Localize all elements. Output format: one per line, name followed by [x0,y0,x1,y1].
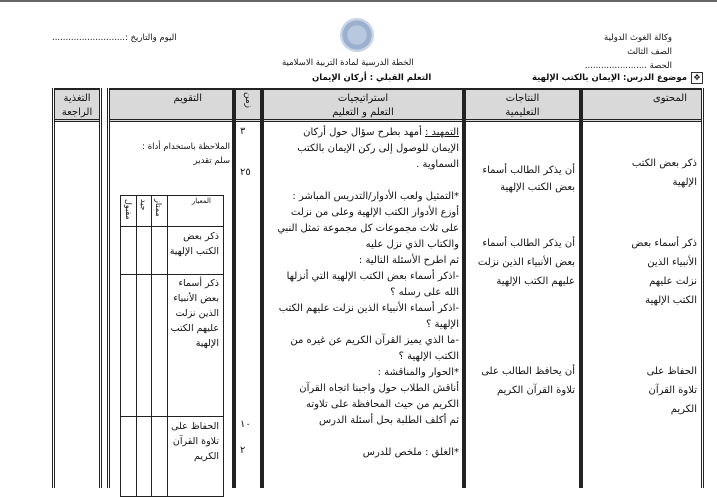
outcomes-header-line: النتاجات [505,93,540,104]
rubric-acceptable: مقبول [124,199,133,220]
feedback-header [55,88,99,122]
assessment-header [110,88,232,122]
rubric-excellent: ممتاز [154,199,163,217]
strategies-header-line: استراتيجيات [337,93,389,104]
strategy-line: *الحوار والمناقشة : [377,367,459,378]
feedback-header-line: الراجعة [61,107,93,118]
strategy-line: الكريم من حيث المحافظة على تلاوته [306,399,459,410]
content-item: ذكر أسماء بعض الأنبياء الذين نزلت عليهم الكتب الإلهية [631,238,697,306]
strategy-line [264,125,459,141]
time-column [233,88,263,488]
content-item: الحفاظ على تلاوة القرآن الكريم [646,366,697,415]
rubric-good: جيد [139,199,148,211]
rating-scale-table [120,195,224,497]
outcomes-header [466,88,579,122]
outcome-item: أن يذكر الطالب أسماء بعض الكتب الإلهية [482,165,575,193]
content-column [580,88,704,488]
content-header-label: المحتوى [652,93,687,104]
lesson-topic: موضوع الدرس: الإيمان بالكتب الإلهية [531,73,687,83]
date-label: اليوم والتاريخ :........................... [52,33,177,43]
assessment-header-label: التقويم [173,93,202,104]
assessment-tool: الملاحظة باستخدام أداة : [142,142,230,152]
strategy-line: الإلهية ؟ [425,319,459,330]
strategy-line: الكتب الإلهية ؟ [398,351,459,362]
period-label: الحصة ....................... [584,61,672,71]
rubric-criterion-item: ذكر أسماء بعض الأنبياء الذين نزلت عليهم الكتب الإلهية [170,278,219,349]
prior-learning: التعلم القبلي : أركان الإيمان [312,73,432,83]
strategy-line: ثم أكلف الطلبة بحل أسئلة الدرس [318,415,459,426]
content-item: ذكر بعض الكتب الإلهية [631,158,697,188]
time-value: ٢ [240,445,246,456]
outcome-item: أن يذكر الطالب أسماء بعض الأنبياء الذين نزلت عليهم الكتب الإلهية [477,238,575,287]
feedback-header-line: التغذية [63,93,91,104]
rubric-criterion-item: الحفاظ على تلاوة القرآن الكريم [171,421,219,462]
rubric-criterion-item: ذكر بعض الكتب الإلهية [169,231,219,257]
strategies-header [264,88,462,122]
content-header [583,88,701,122]
time-value: ٢٥ [240,167,251,178]
outcomes-column [463,88,582,488]
strategies-header-line: التعلم و التعليم [332,107,394,118]
strategy-line [264,429,459,445]
strategy-line-text: أمهد بطرح سؤال حول أركان [303,127,425,138]
strategy-line: أوزع الأدوار الكتب الإلهية وعلى من نزلت [290,207,459,218]
assessment-column [107,88,235,488]
time-header-label: زمن [243,92,253,109]
grade-label: الصف الثالث [627,47,672,57]
strategy-line: أناقش الطلاب حول واجبنا اتجاه القرآن [299,383,459,394]
assessment-scale: سلم تقدير [193,156,230,166]
strategy-line: *التمثيل ولعب الأدوار/التدريس المباشر : [292,191,459,202]
strategies-column [261,88,465,488]
strategy-line: على ثلاث مجموعات كل مجموعة تمثل النبي [277,223,459,234]
feedback-cell [55,122,99,488]
intro-label: التمهيد : [424,127,459,138]
strategy-line: -ما الذي يميز القرآن الكريم عن غيره من [290,335,459,346]
time-value: ١٠ [240,419,251,430]
outcome-item: أن يحافظ الطالب على تلاوة القرآن الكريم [481,366,575,396]
strategy-line [264,173,459,189]
rubric-criterion: المعيار [191,197,211,205]
agency-name: وكالة الغوث الدولية [604,33,672,43]
page-top-border [0,0,717,2]
strategy-line: الإيمان للوصول إلى ركن الإيمان بالكتب [297,143,459,154]
time-value: ٣ [240,126,246,137]
move-handle-icon[interactable]: ✥ [691,72,703,84]
strategy-line: *الغلق : ملخص للدرس [362,447,459,458]
time-header [236,88,260,122]
un-emblem-logo [340,18,374,52]
lesson-plan-table [52,88,704,488]
strategy-line: والكتاب الذي نزل عليه [365,239,459,250]
plan-title: الخطة الدرسية لمادة التربية الاسلامية [282,58,414,68]
strategy-line: -اذكر أسماء بعض الكتب الإلهية التي أنزلها [286,271,459,282]
strategies-text [264,122,462,488]
strategy-line: السماوية . [416,159,459,170]
feedback-column [52,88,102,488]
strategy-line: ثم اطرح الأسئلة التالية : [358,255,459,266]
outcomes-header-line: التعليمية [505,107,540,118]
strategy-line: الله على رسله ؟ [390,287,459,298]
strategy-line: -اذكر أسماء الأنبياء الذين نزلت عليهم الكتب [278,303,459,314]
